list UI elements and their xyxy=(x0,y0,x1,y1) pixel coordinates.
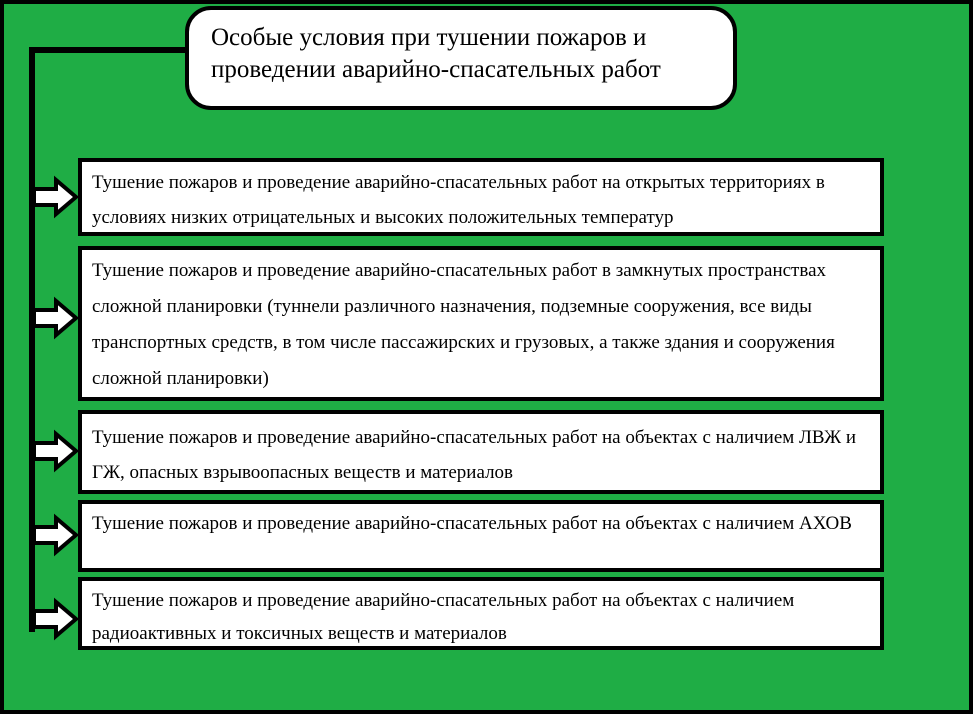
condition-box-5 xyxy=(78,577,884,650)
title-box xyxy=(185,6,737,110)
condition-text-5: Тушение пожаров и проведение аварийно-спасательных работ на объектах с наличием радиоактивных и токсичных веществ и материалов xyxy=(92,590,795,644)
condition-text-1: Тушение пожаров и проведение аварийно-спасательных работ на открытых территориях в условиях низких отрицательных и высоких положительных температур xyxy=(92,172,825,228)
title-text: Особые условия при тушении пожаров и проведении аварийно-спасательных работ xyxy=(211,24,661,83)
arrow-icon xyxy=(34,602,76,636)
arrow-icon xyxy=(34,518,76,552)
arrow-icon xyxy=(34,301,76,335)
condition-text-4: Тушение пожаров и проведение аварийно-спасательных работ на объектах с наличием АХОВ xyxy=(92,513,852,534)
condition-text-3: Тушение пожаров и проведение аварийно-спасательных работ на объектах с наличием ЛВЖ и ГЖ, опасных взрывоопасных веществ и материалов xyxy=(92,427,857,483)
arrow-icon xyxy=(34,434,76,468)
condition-box-2 xyxy=(78,246,884,401)
condition-box-4 xyxy=(78,500,884,572)
condition-box-1 xyxy=(78,158,884,236)
arrow-icon xyxy=(34,180,76,214)
condition-text-2: Тушение пожаров и проведение аварийно-спасательных работ в замкнутых пространствах сложной планировки (туннели различного назначения, подземные сооружения, все виды транспортных средств, в том числе пассажирских и грузовых, а также здания и сооружения сложной планировки) xyxy=(92,260,835,389)
condition-box-3 xyxy=(78,410,884,494)
